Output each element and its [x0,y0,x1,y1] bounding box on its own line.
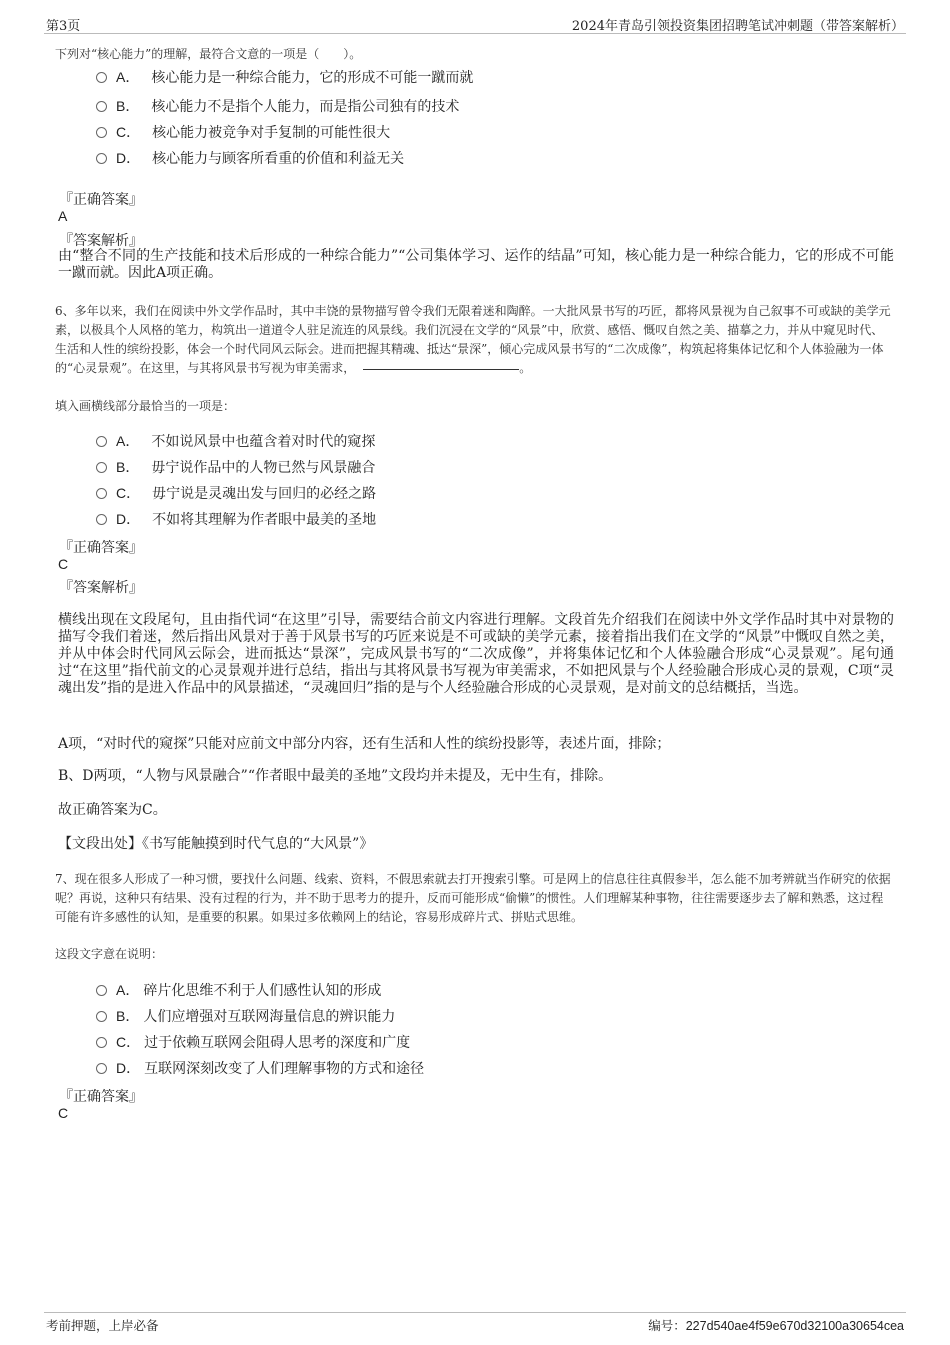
radio-icon[interactable] [96,985,107,996]
q6-passage: 6、多年以来，我们在阅读中外文学作品时，其中丰饶的景物描写曾令我们无限着迷和陶醉。一大批风景书写的巧匠，都将风景视为自己叙事不可或缺的美学元素，以极具个人风格的笔力，构筑出一道道令人驻足流连的风景线。我们沉浸在文学的“风景”中，欣赏、感悟、慨叹自然之美、描摹之力，并从中窥见时代、生活和人性的缤纷投影，体会一个时代同风云际会。进而把握其精魂、抵达“景深”，倾心完成风景书写的“二次成像”，构筑起将集体记忆和个人体验融为一体的“心灵景观”。在这里，与其将风景书写视为审美需求， 。 [55,304,891,375]
q7-passage: 7、现在很多人形成了一种习惯，要找什么问题、线索、资料，不假思索就去打开搜索引擎。可是网上的信息往往真假参半，怎么能不加考辨就当作研究的依据呢？再说，这种只有结果、没有过程的行为，并不助于思考力的提升，反而可能形成“偷懒”的惯性。人们理解某种事物，往往需要逐步去了解和熟悉，这过程可能有许多感性的认知，是重要的积累。如果过多依赖网上的结论，容易形成碎片式、拼贴式思维。 [55,872,891,924]
q6-option-b[interactable]: B． 毋宁说作品中的人物已然与风景融合 [96,457,375,477]
radio-icon[interactable] [96,514,107,525]
q7-answer: C [58,1105,69,1121]
q6-answer-label: 『正确答案』 [59,540,143,556]
radio-icon[interactable] [96,101,107,112]
q5-answer-label: 『正确答案』 [59,192,143,208]
q5-analysis-label: 『答案解析』 [59,233,143,249]
q7-answer-label: 『正确答案』 [59,1089,143,1105]
q6-option-a[interactable]: A． 不如说风景中也蕴含着对时代的窥探 [96,431,375,451]
fill-blank [363,368,519,370]
q6-answer: C [58,556,69,572]
q5-option-c[interactable]: C． 核心能力被竞争对手复制的可能性很大 [96,122,390,142]
q6-source: 【文段出处】《书写能触摸到时代气息的“大风景”》 [58,836,374,852]
radio-icon[interactable] [96,1011,107,1022]
document-title: 2024年青岛引领投资集团招聘笔试冲刺题（带答案解析） [571,19,904,34]
q7-option-b[interactable]: B． 人们应增强对互联网海量信息的辨识能力 [96,1006,395,1026]
page-number: 第3页 [46,19,81,34]
q6-option-c[interactable]: C． 毋宁说是灵魂出发与回归的必经之路 [96,483,376,503]
page-header [44,13,906,34]
q7-option-a[interactable]: A． 碎片化思维不利于人们感性认知的形成 [96,980,381,1000]
radio-icon[interactable] [96,1037,107,1048]
q6-analysis-option-bd: B、D两项，“人物与风景融合”“作者眼中最美的圣地”文段均并未提及，无中生有，排除。 [58,768,613,784]
q5-analysis: 由“整合不同的生产技能和技术后形成的一种综合能力”“公司集体学习、运作的结晶”可知，核心能力是一种综合能力，它的形成不可能一蹴而就。因此A项正确。 [58,248,894,281]
q7-option-c[interactable]: C． 过于依赖互联网会阻碍人思考的深度和广度 [96,1032,410,1052]
radio-icon[interactable] [96,488,107,499]
q6-analysis-main: 横线出现在文段尾句，且由指代词“在这里”引导，需要结合前文内容进行理解。文段首先介绍我们在阅读中外文学作品时其中对景物的描写令我们着迷，然后指出风景对于善于风景书写的巧匠来说是不可或缺的美学元素，接着指出我们在文学的“风景”中慨叹自然之美，并从中体会时代同风云际会，进而抵达“景深”，完成风景书写的“二次成像”，并将集体记忆和个人体验融合形成“心灵景观”。尾句通过“在这里”指代前文的心灵景观并进行总结，指出与其将风景书写视为审美需求，不如把风景与个人经验融合形成心灵的景观，C项“灵魂出发”指的是进入作品中的风景描述，“灵魂回归”指的是与个人经验融合形成的心灵景观，是对前文的总结概括，当选。 [58,612,894,696]
q7-option-d[interactable]: D． 互联网深刻改变了人们理解事物的方式和途径 [96,1058,424,1078]
q5-option-d[interactable]: D． 核心能力与顾客所看重的价值和利益无关 [96,148,404,168]
q7-prompt: 这段文字意在说明： [55,947,164,961]
radio-icon[interactable] [96,153,107,164]
q6-analysis-option-a: A项，“对时代的窥探”只能对应前文中部分内容，还有生活和人性的缤纷投影等，表述片面，排除； [58,736,671,752]
q5-answer: A [58,208,68,224]
footer-slogan: 考前押题，上岸必备 [46,1318,159,1333]
q5-option-a[interactable]: A． 核心能力是一种综合能力，它的形成不可能一蹴而就 [96,67,473,87]
page-footer [44,1312,906,1335]
radio-icon[interactable] [96,462,107,473]
document-code: 编号：227d540ae4f59e670d32100a30654cea [648,1318,904,1333]
q6-analysis-conclusion: 故正确答案为C。 [58,802,167,818]
q5-stem: 下列对“核心能力”的理解，最符合文意的一项是（ ）。 [55,47,362,61]
radio-icon[interactable] [96,436,107,447]
radio-icon[interactable] [96,127,107,138]
q6-prompt: 填入画横线部分最恰当的一项是： [55,399,236,413]
q6-option-d[interactable]: D． 不如将其理解为作者眼中最美的圣地 [96,509,376,529]
q5-option-b[interactable]: B． 核心能力不是指个人能力，而是指公司独有的技术 [96,96,459,116]
radio-icon[interactable] [96,1063,107,1074]
q6-analysis-label: 『答案解析』 [59,580,143,596]
radio-icon[interactable] [96,72,107,83]
